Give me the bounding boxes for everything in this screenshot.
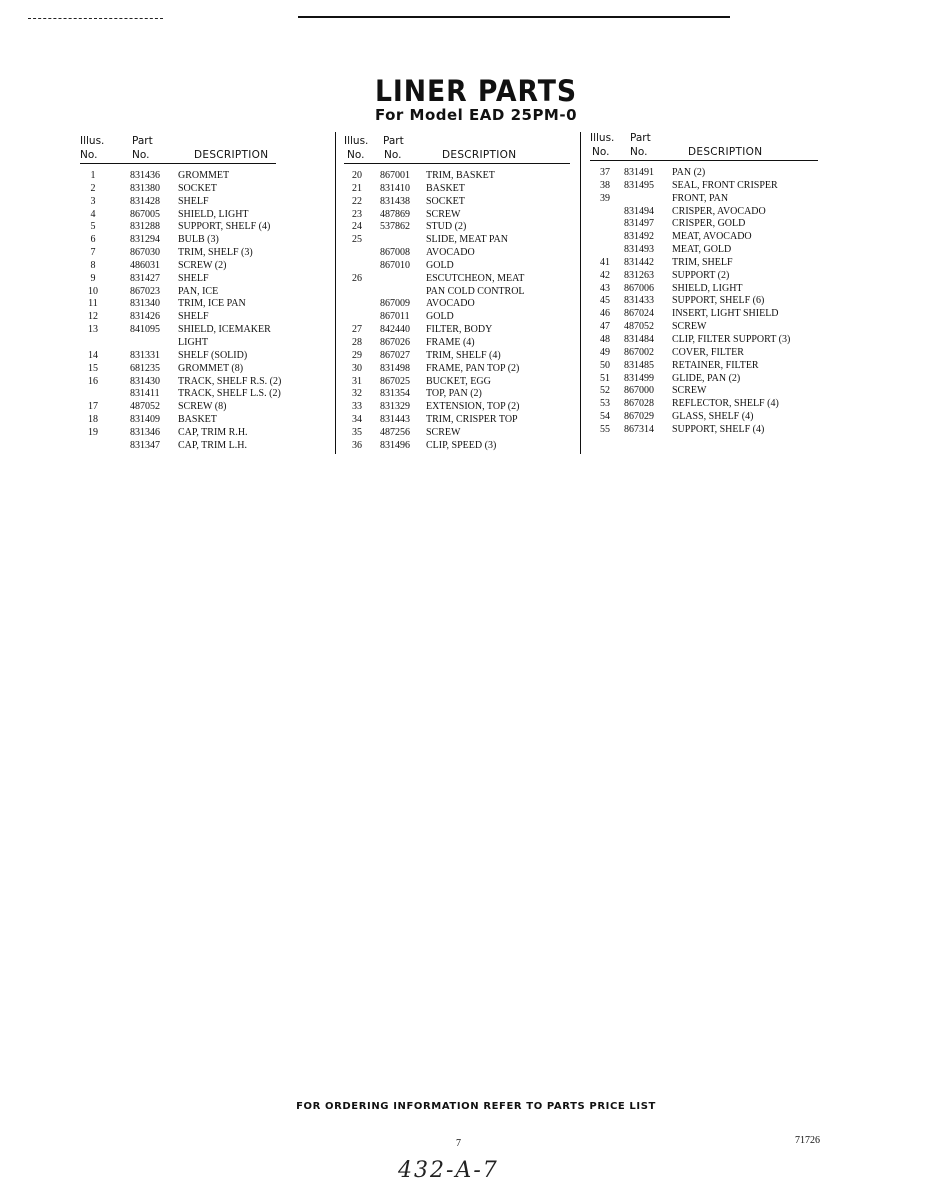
part-description: EXTENSION, TOP (2) [426,401,520,413]
parts-row [80,260,276,273]
part-description: TRIM, ICE PAN [178,298,246,310]
parts-row [590,257,818,270]
part-description: REFLECTOR, SHELF (4) [672,398,779,410]
part-description: TRACK, SHELF R.S. (2) [178,375,282,387]
part-number: 831491 [624,167,654,178]
parts-row [344,440,570,453]
part-description: GROMMET [178,170,230,181]
parts-row [80,324,276,337]
part-description: SCREW [426,426,461,438]
parts-row [590,231,818,244]
part-description: TRIM, BASKET [426,170,495,181]
illus-number: 25 [352,234,362,246]
parts-column-2 [344,133,570,453]
parts-row [590,360,818,373]
part-number: 867027 [380,349,410,361]
part-description: MEAT, GOLD [672,244,732,256]
parts-row [80,247,276,260]
illus-number: 53 [600,398,610,410]
parts-row [344,350,570,363]
part-description: CLIP, SPEED (3) [426,439,497,451]
illus-number: 35 [352,426,362,438]
part-number: 487052 [624,321,654,333]
part-number: 831427 [130,272,160,284]
part-number: 831346 [130,426,160,438]
header-part: Part [630,132,651,144]
part-description: AVOCADO [426,298,475,310]
parts-row [590,180,818,193]
parts-row [344,414,570,427]
column-header [344,133,570,164]
column-header [590,130,818,161]
part-number: 831354 [380,388,410,400]
part-number: 867028 [624,398,654,410]
parts-row [590,270,818,283]
part-number: 831294 [130,234,160,246]
part-description: LIGHT [178,336,208,348]
part-description: RETAINER, FILTER [672,359,759,371]
part-number: 831436 [130,170,160,181]
header-illus: Illus. [344,135,369,147]
part-description: SCREW (2) [178,259,227,271]
illus-number: 42 [600,269,610,281]
part-description: TRACK, SHELF L.S. (2) [178,388,281,400]
illus-number: 15 [88,362,98,374]
illus-number: 41 [600,256,610,268]
part-description: MEAT, AVOCADO [672,231,752,243]
illus-number: 33 [352,401,362,413]
parts-row [80,350,276,363]
illus-number: 13 [88,324,98,336]
part-number: 831347 [130,439,160,451]
column-divider [335,132,336,454]
parts-row [80,273,276,286]
part-description: ESCUTCHEON, MEAT [426,272,525,284]
parts-row [344,234,570,247]
parts-row [344,183,570,196]
header-part-no: No. [630,146,648,158]
parts-row [590,295,818,308]
part-description: SUPPORT (2) [672,269,730,281]
part-number: 831380 [130,182,160,194]
part-number: 867029 [624,411,654,423]
parts-row [344,427,570,440]
part-number: 831485 [624,359,654,371]
part-description: SHELF [178,311,209,323]
parts-row [344,298,570,311]
part-description: SHIELD, LIGHT [672,282,743,294]
part-description: BASKET [426,182,465,194]
part-number: 867025 [380,375,410,387]
part-number: 867001 [380,170,410,181]
part-number: 831329 [380,401,410,413]
illus-number: 50 [600,359,610,371]
parts-row [80,170,276,183]
part-number: 831496 [380,439,410,451]
part-number: 831426 [130,311,160,323]
part-description: SCREW [426,208,461,220]
header-description: DESCRIPTION [688,146,763,158]
illus-number: 38 [600,179,610,191]
parts-row [344,196,570,209]
header-illus-no: No. [80,149,98,161]
illus-number: 31 [352,375,362,387]
parts-row [590,334,818,347]
page-title: LINER PARTS [375,74,577,108]
header-illus: Illus. [590,132,615,144]
part-description: TRIM, SHELF (4) [426,349,501,361]
parts-row [344,401,570,414]
part-description: SHELF [178,272,209,284]
header-description: DESCRIPTION [442,149,517,161]
part-number: 831263 [624,269,654,281]
part-description: CAP, TRIM R.H. [178,426,248,438]
illus-number: 3 [90,195,96,207]
illus-number: 21 [352,182,362,194]
part-description: BUCKET, EGG [426,375,491,387]
parts-row [344,388,570,401]
part-number: 831331 [130,349,160,361]
part-description: SUPPORT, SHELF (4) [178,221,271,233]
illus-number: 18 [88,414,98,426]
illus-number: 43 [600,282,610,294]
part-description: SUPPORT, SHELF (4) [672,423,765,435]
part-number: 867030 [130,247,160,259]
part-description: INSERT, LIGHT SHIELD [672,308,779,320]
part-number: 867010 [380,259,410,271]
part-number: 867023 [130,285,160,297]
parts-row [80,196,276,209]
part-number: 831430 [130,375,160,387]
illus-number: 36 [352,439,362,451]
illus-number: 39 [600,192,610,204]
parts-row [590,218,818,231]
illus-number: 32 [352,388,362,400]
parts-row [344,247,570,260]
parts-row [344,376,570,389]
part-description: FRONT, PAN [672,192,729,204]
header-part: Part [383,135,404,147]
part-number: 831340 [130,298,160,310]
part-number: 867006 [624,282,654,294]
part-number: 831410 [380,182,410,194]
illus-number: 48 [600,333,610,345]
part-number: 487256 [380,426,410,438]
part-description: CRISPER, GOLD [672,218,746,230]
part-number: 537862 [380,221,410,233]
parts-row [590,167,818,180]
column-header [80,133,276,164]
illus-number: 19 [88,426,98,438]
parts-row [590,385,818,398]
illus-number: 27 [352,324,362,336]
parts-row [344,221,570,234]
parts-row [80,388,281,401]
part-description: GOLD [426,311,454,323]
part-description: SLIDE, MEAT PAN [426,234,508,246]
illus-number: 26 [352,272,362,284]
part-description: SHIELD, ICEMAKER [178,324,271,336]
illus-number: 46 [600,308,610,320]
parts-row [80,311,276,324]
illus-number: 23 [352,208,362,220]
page-number: 7 [456,1138,461,1149]
part-description: PAN COLD CONTROL [426,285,525,297]
model-subtitle: For Model EAD 25PM-0 [374,106,578,124]
illus-number: 1 [90,170,96,181]
illus-number: 2 [90,182,96,194]
parts-row [344,260,570,273]
part-number: 831428 [130,195,160,207]
part-number: 867005 [130,208,160,220]
handwritten-note: 432-A-7 [398,1158,499,1183]
part-number: 831499 [624,372,654,384]
parts-row [344,337,570,350]
parts-row [344,324,570,337]
illus-number: 45 [600,295,610,307]
illus-number: 29 [352,349,362,361]
part-description: BASKET [178,414,217,426]
part-number: 487052 [130,401,160,413]
illus-number: 8 [90,259,96,271]
part-description: GROMMET (8) [178,362,244,374]
illus-number: 47 [600,321,610,333]
part-description: FILTER, BODY [426,324,493,336]
part-description: CLIP, FILTER SUPPORT (3) [672,333,791,345]
parts-row [80,298,276,311]
parts-row [80,414,276,427]
part-description: TRIM, SHELF [672,256,733,268]
part-number: 831498 [380,362,410,374]
parts-row [590,398,818,411]
part-description: GLIDE, PAN (2) [672,372,741,384]
illus-number: 6 [90,234,96,246]
parts-row [344,286,570,299]
part-number: 831443 [380,414,410,426]
illus-number: 5 [90,221,96,233]
top-dashed-rule [28,18,163,19]
column-divider [580,132,581,454]
part-description: SHELF [178,195,209,207]
part-number: 867026 [380,336,410,348]
part-description: SEAL, FRONT CRISPER [672,179,778,191]
parts-row [590,347,818,360]
part-description: PAN (2) [672,167,706,178]
illus-number: 20 [352,170,362,181]
parts-row [344,363,570,376]
illus-number: 10 [88,285,98,297]
illus-number: 54 [600,411,610,423]
part-description: SOCKET [178,182,217,194]
part-description: SCREW (8) [178,401,227,413]
parts-row [80,375,282,389]
illus-number: 4 [90,208,96,220]
parts-row [80,286,276,299]
header-illus-no: No. [592,146,610,158]
part-number: 867008 [380,247,410,259]
parts-row [80,234,276,247]
part-number: 831442 [624,256,654,268]
parts-column-1 [80,133,282,453]
part-number: 831492 [624,231,654,243]
part-number: 486031 [130,259,160,271]
parts-list [80,170,282,453]
parts-row [344,170,570,183]
part-description: FRAME (4) [426,336,475,348]
parts-row [590,373,818,386]
header-description: DESCRIPTION [194,149,269,161]
part-description: STUD (2) [426,221,467,233]
part-number: 831494 [624,205,654,217]
illus-number: 37 [600,167,610,178]
illus-number: 22 [352,195,362,207]
part-description: AVOCADO [426,247,475,259]
parts-row [80,401,276,414]
parts-row [590,206,818,219]
part-description: GOLD [426,259,454,271]
illus-number: 17 [88,401,98,413]
parts-list [344,170,570,453]
part-description: SCREW [672,385,707,397]
part-number: 831484 [624,333,654,345]
part-description: SUPPORT, SHELF (6) [672,295,765,307]
header-part: Part [132,135,153,147]
parts-list [590,167,818,437]
illus-number: 51 [600,372,610,384]
part-description: TRIM, CRISPER TOP [426,414,518,426]
illus-number: 28 [352,336,362,348]
parts-row [344,273,570,286]
illus-number: 12 [88,311,98,323]
illus-number: 30 [352,362,362,374]
part-number: 867314 [624,423,654,435]
illus-number: 55 [600,423,610,435]
parts-row [80,337,276,350]
parts-row [590,424,818,437]
part-number: 831493 [624,244,654,256]
part-number: 867011 [380,311,410,323]
illus-number: 14 [88,349,98,361]
parts-row [80,183,276,196]
part-description: GLASS, SHELF (4) [672,411,754,423]
parts-row [344,311,570,324]
header-part-no: No. [132,149,150,161]
header-illus-no: No. [347,149,365,161]
parts-column-3 [590,130,818,437]
part-number: 831497 [624,218,654,230]
parts-row [590,308,818,321]
part-description: PAN, ICE [178,285,219,297]
illus-number: 49 [600,346,610,358]
part-number: 487869 [380,208,410,220]
part-number: 841095 [130,324,160,336]
parts-row [80,209,276,222]
part-number: 831288 [130,221,160,233]
parts-row [80,221,276,234]
part-number: 831411 [130,388,160,400]
illus-number: 16 [88,375,98,387]
parts-row [590,411,818,424]
illus-number: 52 [600,385,610,397]
parts-row [80,427,276,440]
illus-number: 11 [88,298,98,310]
part-description: TOP, PAN (2) [426,388,482,400]
part-description: BULB (3) [178,234,219,246]
illus-number: 9 [90,272,96,284]
part-number: 681235 [130,362,160,374]
header-part-no: No. [384,149,402,161]
part-description: COVER, FILTER [672,346,744,358]
header-illus: Illus. [80,135,105,147]
illus-number: 7 [90,247,96,259]
part-number: 842440 [380,324,410,336]
part-number: 831495 [624,179,654,191]
part-description: TRIM, SHELF (3) [178,247,253,259]
ordering-info-footer: FOR ORDERING INFORMATION REFER TO PARTS PRICE LIST [296,1101,656,1112]
part-number: 867000 [624,385,654,397]
part-description: SCREW [672,321,707,333]
illus-number: 24 [352,221,362,233]
parts-row [590,244,818,257]
parts-row [344,209,570,222]
part-number: 867009 [380,298,410,310]
part-number: 831409 [130,414,160,426]
parts-row [590,283,818,296]
illus-number: 34 [352,414,362,426]
parts-row [590,193,818,206]
part-description: CAP, TRIM L.H. [178,439,247,451]
part-number: 867002 [624,346,654,358]
part-description: CRISPER, AVOCADO [672,205,766,217]
parts-row [590,321,818,334]
parts-row [80,440,276,453]
top-rule [298,16,730,18]
part-description: SHELF (SOLID) [178,349,248,361]
part-description: SHIELD, LIGHT [178,208,249,220]
document-code: 71726 [795,1135,820,1146]
part-number: 831438 [380,195,410,207]
parts-row [80,363,276,376]
part-number: 831433 [624,295,654,307]
part-description: SOCKET [426,195,465,207]
part-number: 867024 [624,308,654,320]
part-description: FRAME, PAN TOP (2) [426,362,520,374]
